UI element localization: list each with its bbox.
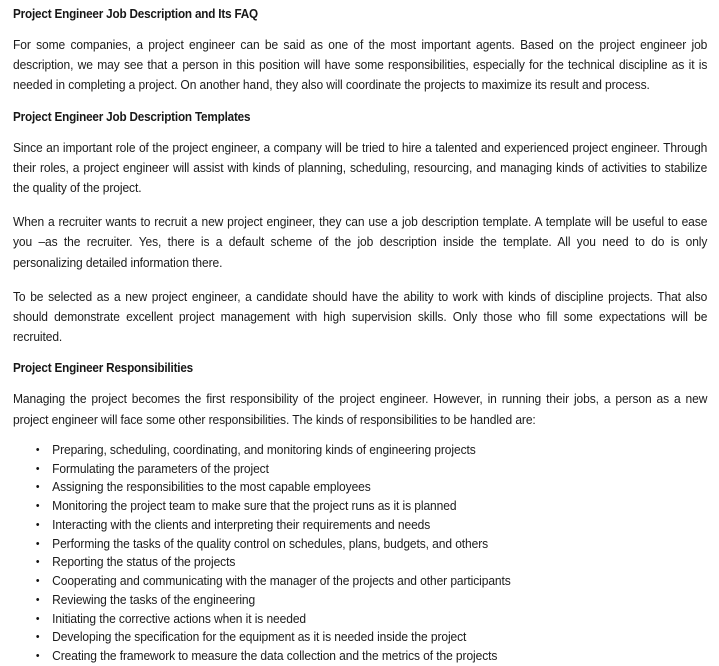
list-item-label: Monitoring the project team to make sure that the project runs as it is planned: [52, 499, 457, 514]
spacer: [13, 430, 706, 441]
spacer: [13, 22, 706, 35]
list-item-label: Formulating the parameters of the project: [52, 461, 269, 476]
bullet-dot-icon: •: [35, 593, 40, 606]
bullet-dot-icon: •: [35, 612, 40, 625]
list-item: [13, 610, 675, 629]
list-item: [13, 628, 675, 647]
list-item: [13, 535, 675, 554]
spacer: [13, 347, 706, 360]
list-item: [13, 460, 675, 479]
list-item: [13, 572, 675, 591]
list-item-label: Cooperating and communicating with the manager of the projects and other participants: [52, 574, 511, 589]
list-item: [13, 478, 675, 497]
bullet-dot-icon: •: [35, 481, 40, 494]
spacer: [13, 125, 706, 138]
responsibilities-paragraph: Managing the project becomes the first responsibility of the project engineer. However, in running their jobs, a person as a new project engineer will face some other responsibilities. The kinds of responsibilities to be handled are:: [13, 392, 708, 427]
list-item-label: Reporting the status of the projects: [52, 555, 236, 570]
templates-paragraph-1: Since an important role of the project engineer, a company will be tried to hire a talented and experienced project engineer. Through their roles, a project engineer will assist with kinds of planning, scheduling, resourcing, and managing kinds of activities to stabilize the quality of the project.: [13, 140, 708, 196]
list-item-label: Assigning the responsibilities to the most capable employees: [52, 480, 371, 495]
spacer: [13, 273, 706, 287]
list-item-label: Creating the framework to measure the data collection and the metrics of the projects: [52, 649, 498, 664]
bullet-dot-icon: •: [35, 537, 40, 550]
bullet-dot-icon: •: [35, 650, 40, 663]
list-item-label: Developing the specification for the equipment as it is needed inside the project: [52, 630, 467, 645]
templates-paragraph-3: To be selected as a new project engineer, a candidate should have the ability to work with kinds of discipline projects. That also should demonstrate excellent project management with high supervision skills. Only those who fill some expectations will be recruited.: [13, 289, 708, 345]
bullet-dot-icon: •: [35, 500, 40, 513]
spacer: [13, 198, 706, 212]
bullet-dot-icon: •: [35, 575, 40, 588]
templates-paragraph-2: When a recruiter wants to recruit a new project engineer, they can use a job description template. A template will be useful to ease you –as the recruiter. Yes, there is a default scheme of the job description inside the template. All you need to do is only personalizing detailed information there.: [13, 215, 708, 270]
page-title: Project Engineer Job Description and Its FAQ: [13, 7, 258, 21]
bullet-dot-icon: •: [35, 443, 40, 456]
list-item-label: Reviewing the tasks of the engineering: [52, 592, 256, 607]
list-item-label: Initiating the corrective actions when it is needed: [52, 611, 307, 626]
bullet-dot-icon: •: [35, 518, 40, 531]
bullet-dot-icon: •: [35, 556, 40, 569]
bullet-dot-icon: •: [35, 462, 40, 475]
intro-paragraph: For some companies, a project engineer can be said as one of the most important agents. Based on the project engineer job description, we may see that a person in this position will have some responsibilities, especially for the technical discipline as it is needed in completing a project. On another hand, they also will coordinate the projects to maximize its result and process.: [13, 38, 708, 93]
list-item: [13, 497, 675, 516]
list-item-label: Performing the tasks of the quality control on schedules, plans, budgets, and others: [52, 536, 489, 551]
list-item-label: Interacting with the clients and interpreting their requirements and needs: [52, 517, 431, 532]
responsibilities-bullet-list: [13, 441, 706, 666]
bullet-dot-icon: •: [35, 631, 40, 644]
section-heading-responsibilities: Project Engineer Responsibilities: [13, 361, 194, 376]
list-item: [13, 591, 675, 610]
document-body: [13, 6, 706, 666]
list-item: [13, 441, 675, 460]
list-item: [13, 516, 675, 535]
spacer: [13, 96, 706, 109]
list-item: [13, 647, 675, 666]
section-heading-templates: Project Engineer Job Description Templates: [13, 109, 251, 124]
list-item: [13, 553, 675, 572]
list-item-label: Preparing, scheduling, coordinating, and monitoring kinds of engineering projects: [52, 442, 476, 457]
spacer: [13, 376, 706, 389]
